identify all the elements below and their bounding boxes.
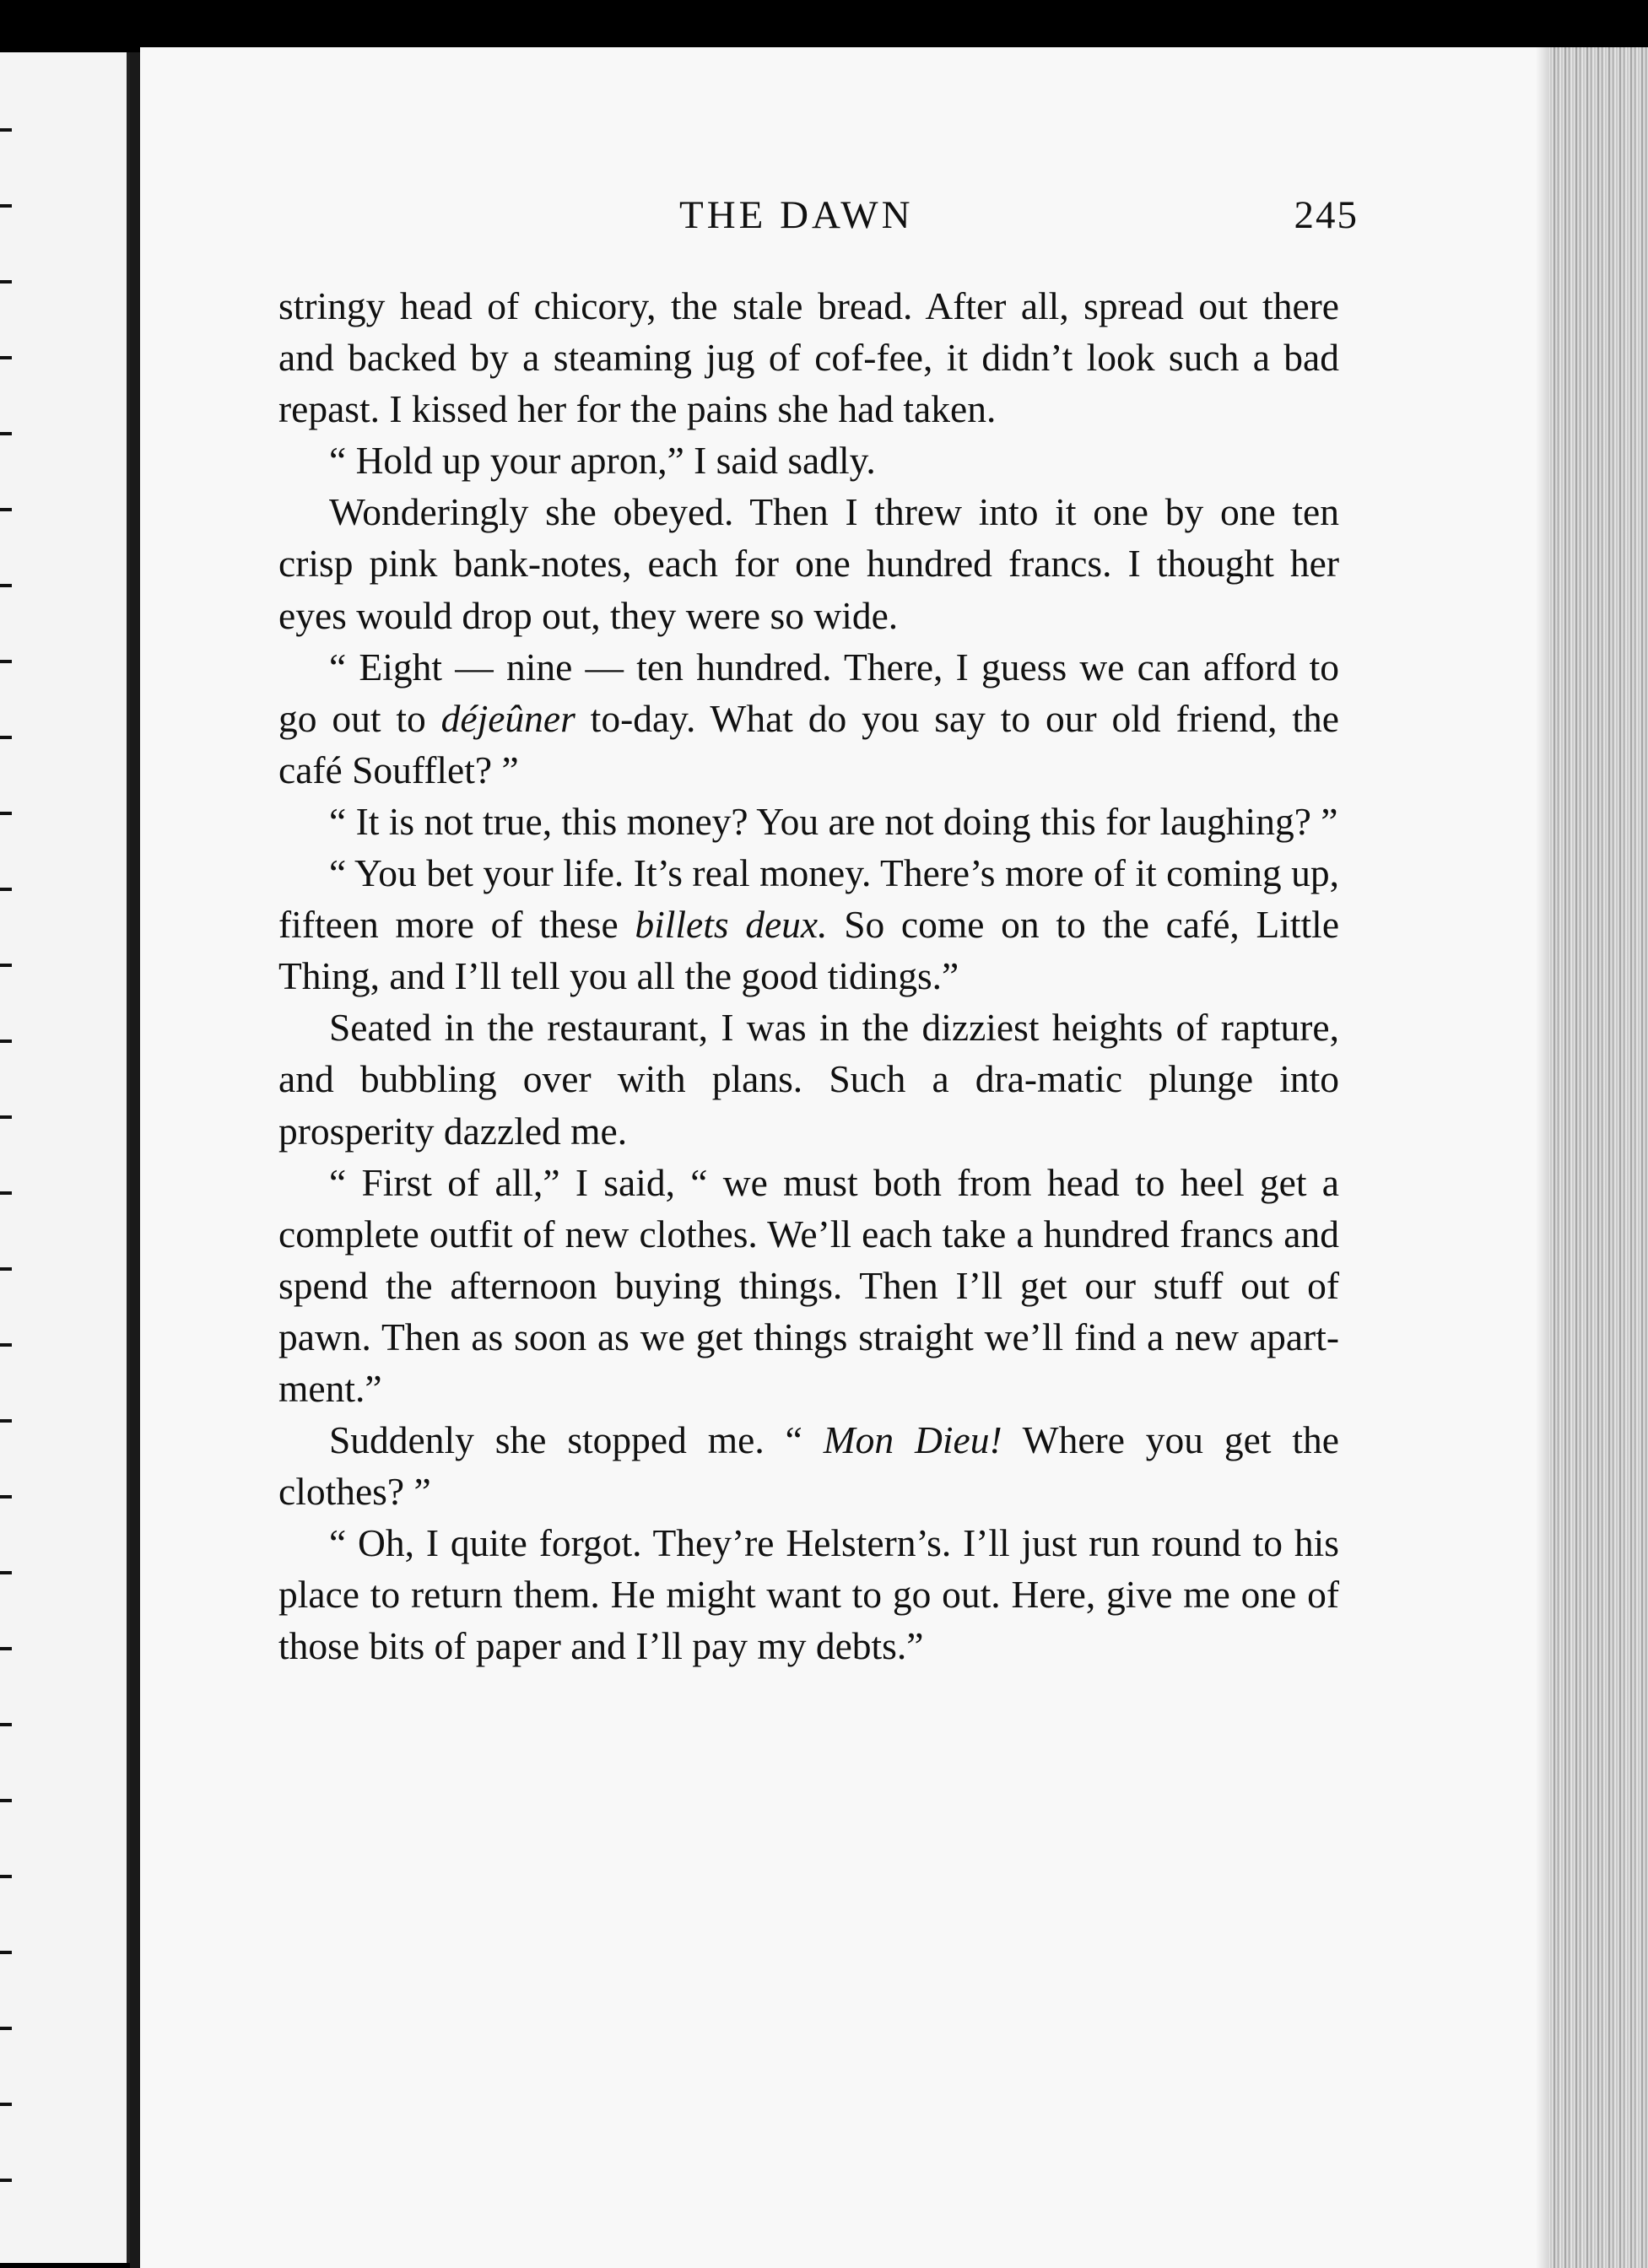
text-run: “ Hold up your apron,” I said sadly. xyxy=(329,439,876,483)
text-run: “ You bet your life. It’s real money. There’s more of it coming up, fifteen more of these xyxy=(278,851,1339,947)
page-block-edge xyxy=(1549,47,1648,2268)
paragraph xyxy=(278,847,1339,1002)
edge-tick xyxy=(0,1267,12,1271)
edge-tick xyxy=(0,1875,12,1878)
edge-tick xyxy=(0,660,12,663)
italic-text: déjeûner xyxy=(440,696,575,740)
paragraph xyxy=(278,435,1339,486)
text-run: to-day. What do you say to our old friend, the café Soufflet? ” xyxy=(278,696,1339,791)
running-head xyxy=(278,192,1359,251)
edge-tick xyxy=(0,964,12,967)
paragraph xyxy=(278,796,1339,847)
edge-tick xyxy=(0,1723,12,1726)
edge-tick xyxy=(0,1647,12,1650)
text-run: stringy head of chicory, the stale bread. After all, spread out there and backed by a steaming jug of cof-fee, it didn’t look such a bad repast. I kissed her for the pains she had taken. xyxy=(278,284,1339,431)
edge-tick xyxy=(0,2027,12,2030)
paragraph xyxy=(278,641,1339,796)
paragraph xyxy=(278,1157,1339,1414)
paragraph xyxy=(278,1414,1339,1517)
edge-tick xyxy=(0,1799,12,1802)
text-run: Where you get the clothes? ” xyxy=(278,1418,1339,1514)
edge-tick xyxy=(0,432,12,435)
edge-tick xyxy=(0,1040,12,1043)
text-run: Seated in the restaurant, I was in the dizziest heights of rapture, and bubbling over with plans. Such a dra-matic plunge into prosperity dazzled me. xyxy=(278,1006,1339,1153)
running-title: THE DAWN xyxy=(679,193,914,237)
edge-tick xyxy=(0,888,12,891)
paragraph xyxy=(278,280,1339,435)
edge-tick xyxy=(0,1115,12,1119)
text-run: So come on to the café, Little Thing, and I’ll tell you all the good tidings.” xyxy=(278,903,1340,998)
text-run: Wonderingly she obeyed. Then I threw into it one by one ten crisp pink bank-notes, each for one hundred francs. I thought her eyes would drop out, they were so wide. xyxy=(278,490,1339,637)
book-gutter xyxy=(130,52,140,2268)
text-run: Suddenly she stopped me. “ xyxy=(329,1418,824,1462)
edge-tick xyxy=(0,356,12,359)
italic-text: Mon Dieu! xyxy=(823,1418,1002,1462)
facing-page-edge xyxy=(0,52,130,2263)
edge-tick xyxy=(0,1571,12,1574)
page-number: 245 xyxy=(1294,193,1359,237)
edge-tick xyxy=(0,280,12,284)
edge-tick xyxy=(0,736,12,739)
text-run: “ Oh, I quite forgot. They’re Helstern’s. I’ll just run round to his place to return them. He might want to go out. Here, give me one of those bits of paper and I’ll pay my debts.” xyxy=(278,1521,1339,1668)
text-run: “ It is not true, this money? You are not doing this for laughing? ” xyxy=(329,799,1338,843)
text-run: “ Eight — nine — ten hundred. There, I guess we can afford to go out to xyxy=(278,645,1339,740)
paragraph xyxy=(278,1002,1339,1156)
text-run: “ First of all,” I said, “ we must both from head to heel get a complete outfit of new clothes. We’ll each take a hundred francs and spend the afternoon buying things. Then I’ll get our stuff out of pawn. Then as soon as we get things straight we’ll find a new apart-ment.” xyxy=(278,1160,1339,1410)
edge-tick xyxy=(0,812,12,815)
edge-tick xyxy=(0,2179,12,2182)
paragraph xyxy=(278,1517,1339,1671)
edge-tick xyxy=(0,1191,12,1195)
edge-tick xyxy=(0,2103,12,2106)
edge-tick xyxy=(0,204,12,208)
edge-tick xyxy=(0,1495,12,1498)
body-text xyxy=(278,280,1339,1672)
edge-tick xyxy=(0,1419,12,1423)
edge-tick xyxy=(0,128,12,132)
italic-text: billets deux. xyxy=(635,903,828,947)
edge-tick xyxy=(0,1343,12,1347)
edge-tick xyxy=(0,1951,12,1954)
edge-tick xyxy=(0,584,12,587)
edge-tick xyxy=(0,508,12,511)
paragraph xyxy=(278,486,1339,640)
